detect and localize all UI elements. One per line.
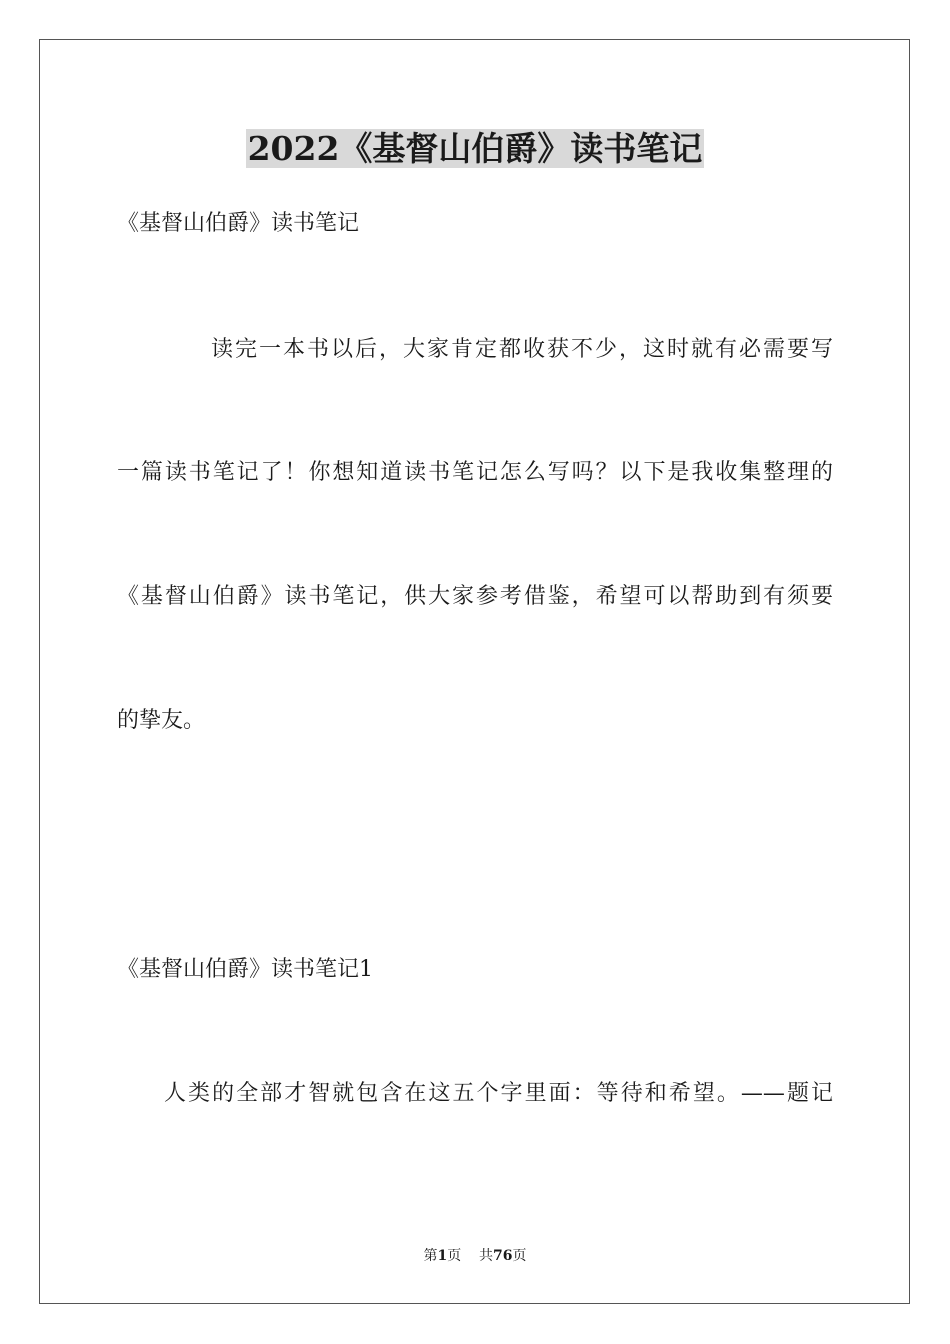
section-heading: 《基督山伯爵》读书笔记1	[117, 957, 373, 982]
page-footer	[0, 1247, 950, 1265]
footer-total-suffix: 页	[512, 1248, 527, 1264]
document-title-text: 2022《基督山伯爵》读书笔记	[247, 129, 703, 168]
footer-page-number: 1	[437, 1248, 448, 1264]
intro-line-4: 的挚友。	[117, 708, 206, 733]
footer-total-pages: 76	[493, 1248, 513, 1264]
section-first-line: 人类的全部才智就包含在这五个字里面：等待和希望。——题记	[164, 1081, 833, 1106]
intro-line-1: 读完一本书以后，大家肯定都收获不少，这时就有必需要写	[211, 337, 833, 362]
document-title	[0, 126, 950, 172]
footer-page-prefix: 第	[423, 1248, 438, 1264]
footer-total-prefix: 共	[479, 1248, 494, 1264]
intro-line-2: 一篇读书笔记了！你想知道读书笔记怎么写吗？以下是我收集整理的	[117, 460, 833, 485]
document-subtitle: 《基督山伯爵》读书笔记	[117, 211, 360, 236]
intro-line-3: 《基督山伯爵》读书笔记，供大家参考借鉴，希望可以帮助到有须要	[117, 584, 833, 609]
footer-page-suffix: 页	[447, 1248, 462, 1264]
